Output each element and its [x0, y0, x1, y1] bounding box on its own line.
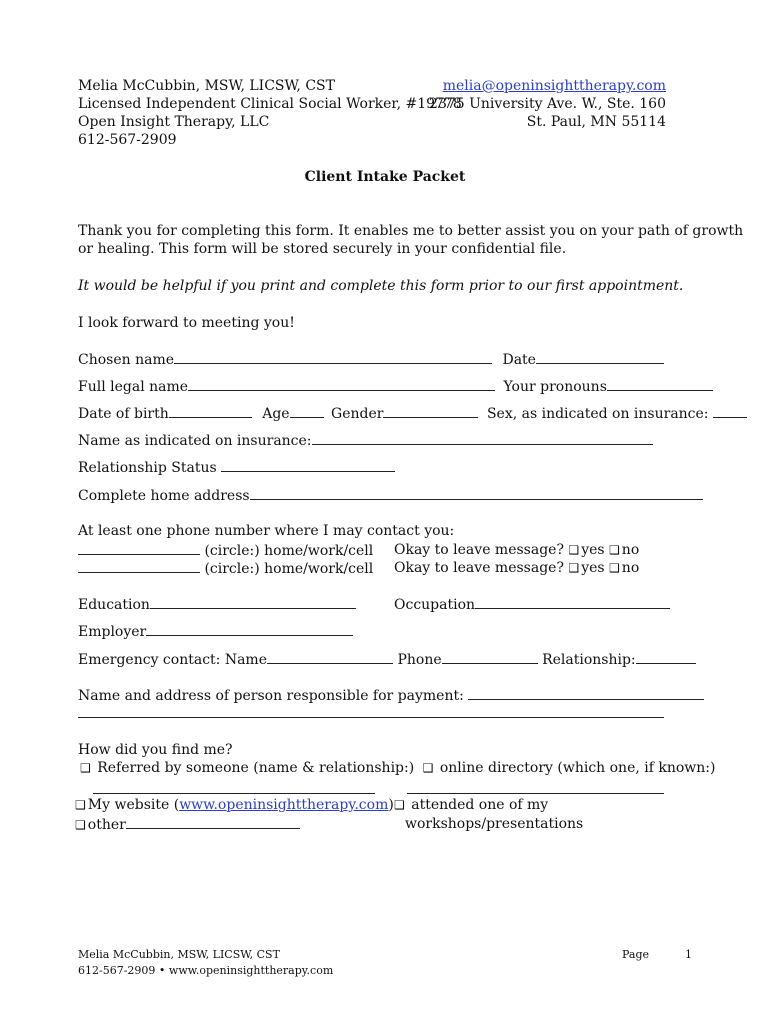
- workshops-label-1: attended one of my: [411, 797, 549, 813]
- chosen-name-row: [78, 350, 664, 369]
- phone-row-1: [78, 541, 373, 560]
- intro-line-2: or healing. This form will be stored securely in your confidential file.: [78, 241, 567, 257]
- directory-label: online directory (which one, if known:): [439, 760, 716, 776]
- legal-name-row: [78, 377, 713, 396]
- emergency-name-label: Emergency contact: Name: [78, 652, 267, 668]
- checkbox-icon[interactable]: ❑: [609, 543, 620, 557]
- footer-page-label: Page: [622, 948, 650, 961]
- employer-label: Employer: [78, 624, 147, 640]
- checkbox-icon[interactable]: ❑: [80, 761, 91, 775]
- demographics-row: [78, 404, 747, 423]
- relationship-status-label: Relationship Status: [78, 460, 217, 476]
- relationship-status-field[interactable]: [221, 458, 395, 472]
- other-field[interactable]: [126, 815, 300, 829]
- referred-label: Referred by someone (name & relationship:): [97, 760, 415, 776]
- referred-field[interactable]: [93, 780, 375, 794]
- employer-field[interactable]: [146, 622, 353, 636]
- emergency-relationship-label: Relationship:: [542, 652, 636, 668]
- payment-row: [78, 686, 704, 705]
- practice-city: St. Paul, MN 55114: [526, 114, 666, 130]
- home-address-row: [78, 486, 703, 505]
- education-field[interactable]: [150, 595, 356, 609]
- no-option-2[interactable]: no: [621, 560, 640, 576]
- practice-street: 2375 University Ave. W., Ste. 160: [429, 96, 666, 112]
- insurance-name-row: [78, 431, 653, 450]
- directory-field[interactable]: [407, 780, 664, 794]
- message-row-1: [394, 541, 639, 559]
- gender-field[interactable]: [383, 404, 478, 418]
- checkbox-icon[interactable]: ❑: [568, 543, 580, 557]
- occupation-label: Occupation: [394, 597, 476, 613]
- workshops-option: [394, 796, 548, 814]
- phone-field-2[interactable]: [78, 559, 200, 573]
- checkbox-icon[interactable]: ❑: [75, 798, 86, 812]
- emergency-phone-label: Phone: [397, 652, 442, 668]
- intro-closing: I look forward to meeting you!: [78, 315, 295, 331]
- insurance-name-label: Name as indicated on insurance:: [78, 433, 312, 449]
- occupation-row: [394, 595, 670, 614]
- education-label: Education: [78, 597, 150, 613]
- pronouns-label: Your pronouns: [503, 379, 607, 395]
- employer-row: [78, 622, 353, 641]
- leave-message-label-2: Okay to leave message?: [394, 560, 564, 576]
- emergency-relationship-field[interactable]: [636, 650, 696, 664]
- chosen-name-label: Chosen name: [78, 352, 175, 368]
- phone-intro: At least one phone number where I may contact you:: [78, 523, 455, 539]
- payment-label: Name and address of person responsible for payment:: [78, 688, 464, 704]
- message-row-2: [394, 559, 639, 577]
- checkbox-icon[interactable]: ❑: [75, 818, 86, 832]
- footer-contact: 612-567-2909 • www.openinsighttherapy.com: [78, 964, 334, 977]
- footer-page-number: 1: [685, 948, 692, 961]
- legal-name-field[interactable]: [188, 377, 495, 391]
- page-title: Client Intake Packet: [304, 169, 466, 185]
- emergency-phone-field[interactable]: [442, 650, 538, 664]
- phone-row-2: [78, 559, 373, 578]
- insurance-name-field[interactable]: [312, 431, 653, 445]
- no-option-1[interactable]: no: [621, 542, 640, 558]
- other-label: other: [87, 817, 126, 833]
- website-label: My website (: [87, 797, 180, 813]
- practice-name: Open Insight Therapy, LLC: [78, 114, 270, 130]
- website-option: [75, 796, 394, 814]
- therapist-license: Licensed Independent Clinical Social Worker, #19778: [78, 96, 462, 112]
- home-address-label: Complete home address: [78, 488, 250, 504]
- sex-insurance-label: Sex, as indicated on insurance:: [486, 406, 709, 422]
- date-label: Date: [502, 352, 536, 368]
- pronouns-field[interactable]: [607, 377, 713, 391]
- age-field[interactable]: [290, 404, 324, 418]
- website-link[interactable]: www.openinsighttherapy.com: [179, 797, 389, 813]
- yes-option-2[interactable]: yes: [581, 560, 605, 576]
- dob-label: Date of birth: [78, 406, 169, 422]
- checkbox-icon[interactable]: ❑: [609, 561, 620, 575]
- occupation-field[interactable]: [475, 595, 670, 609]
- home-address-field[interactable]: [250, 486, 703, 500]
- relationship-status-row: [78, 458, 395, 477]
- education-row: [78, 595, 356, 614]
- referred-option: [80, 759, 715, 777]
- age-label: Age: [262, 406, 290, 422]
- therapist-name: Melia McCubbin, MSW, LICSW, CST: [78, 78, 335, 94]
- phone-field-1[interactable]: [78, 541, 200, 555]
- checkbox-icon[interactable]: ❑: [394, 798, 405, 812]
- sex-insurance-field[interactable]: [713, 404, 747, 418]
- intro-italic-note: It would be helpful if you print and complete this form prior to our first appointment.: [78, 278, 684, 294]
- checkbox-icon[interactable]: ❑: [422, 761, 434, 775]
- date-field[interactable]: [536, 350, 664, 364]
- other-option: [75, 815, 300, 834]
- checkbox-icon[interactable]: ❑: [568, 561, 580, 575]
- phone-type-2[interactable]: (circle:) home/work/cell: [204, 561, 374, 577]
- payment-field-2[interactable]: [78, 704, 664, 718]
- legal-name-label: Full legal name: [78, 379, 189, 395]
- emergency-name-field[interactable]: [267, 650, 393, 664]
- chosen-name-field[interactable]: [174, 350, 492, 364]
- workshops-label-2: workshops/presentations: [405, 816, 584, 832]
- gender-label: Gender: [331, 406, 384, 422]
- emergency-row: [78, 650, 696, 669]
- find-me-question: How did you find me?: [78, 742, 233, 758]
- leave-message-label-1: Okay to leave message?: [394, 542, 564, 558]
- phone-type-1[interactable]: (circle:) home/work/cell: [204, 543, 374, 559]
- therapist-email-link[interactable]: melia@openinsighttherapy.com: [442, 78, 666, 94]
- dob-field[interactable]: [169, 404, 252, 418]
- therapist-phone: 612-567-2909: [78, 132, 177, 148]
- yes-option-1[interactable]: yes: [581, 542, 605, 558]
- payment-field-1[interactable]: [468, 686, 704, 700]
- website-close: ): [388, 797, 394, 813]
- intro-line-1: Thank you for completing this form. It enables me to better assist you on your path of growth: [78, 223, 744, 239]
- footer-name: Melia McCubbin, MSW, LICSW, CST: [78, 948, 280, 961]
